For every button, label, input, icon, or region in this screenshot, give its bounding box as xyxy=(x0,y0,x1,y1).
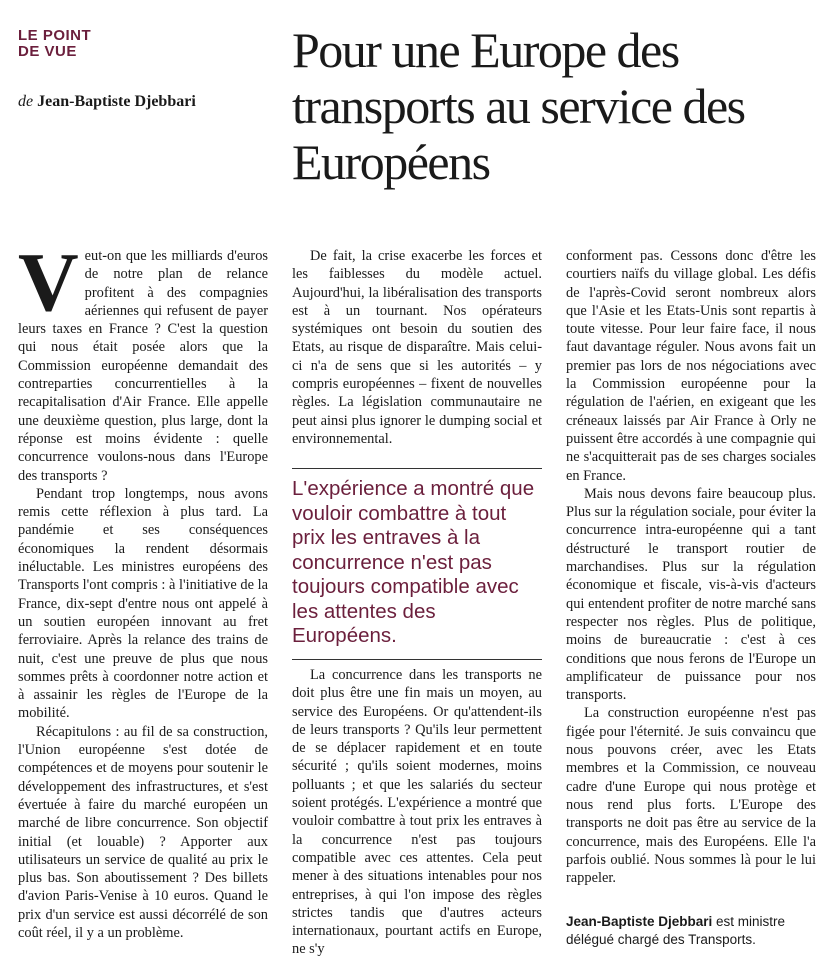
paragraph-text: eut-on que les milliards d'euros de notre plan de relance profitent à des compagnies aériennes qui refusent de payer leurs taxes en France ? C'est la question qui nous était posée alors que la Commission européenne demandait des contreparties concurrentielles à la recapitalisation d'Air France. Elle appelle une deuxième question, plus large, dont la réponse est moins évidente : quelle concurrence voulons-nous dans l'Europe des transports ? xyxy=(18,248,268,484)
kicker-line-2: DE VUE xyxy=(18,43,77,60)
column-2-top xyxy=(292,247,542,448)
drop-cap: V xyxy=(18,236,79,329)
author-bio xyxy=(566,913,816,949)
byline xyxy=(18,93,196,111)
paragraph xyxy=(18,236,268,485)
byline-author: Jean-Baptiste Djebbari xyxy=(37,93,196,110)
column-3 xyxy=(566,247,816,887)
column-1 xyxy=(18,236,268,942)
bio-name: Jean-Baptiste Djebbari xyxy=(566,914,713,929)
column-2-bottom xyxy=(292,666,542,959)
paragraph: Mais nous devons faire beaucoup plus. Plus sur la régulation sociale, pour éviter la concurrence intra-européenne qui a tant déstructuré le transport routier de marchandises. Plus sur la régulation économique et fiscale, vis-à-vis d'acteurs qui entendent profiter de notre marché sans respecter nos règles. Plus de politique, moins de bureaucratie : c'est à ces conditions que nous ferons de l'Europe un amplificateur de puissance pour nos transports. xyxy=(566,485,816,704)
bio-text: est ministre délégué chargé des Transports. xyxy=(566,914,786,947)
section-kicker xyxy=(18,28,91,60)
pull-quote: L'expérience a montré que vouloir combattre à tout prix les entraves à la concurrence n'est pas toujours compatible avec les attentes des Européens. xyxy=(292,468,542,660)
headline: Pour une Europe des transports au service des Européens xyxy=(292,22,745,190)
paragraph: conforment pas. Cessons donc d'être les courtiers naïfs du village global. Les défis de l'après-Covid seront nombreux alors que l'Asie et les Etats-Unis sont repartis à toute vitesse. Pour leur faire face, il nous faut davantage réguler. Nous avons fait un premier pas lors de nos négociations avec la Commission européenne pour la régulation de l'aérien, en exigeant que les créneaux laissés par Air France à Orly ne puissent être accordés à une compagnie qui ne s'acquitterait pas de ses charges sociales en France. xyxy=(566,248,816,484)
paragraph: La concurrence dans les transports ne doit plus être une fin mais un moyen, au service des Européens. Or qu'attendent-ils de leurs transports ? Qu'ils leur permettent de se déplacer rapidement et en toute sécurité ; qu'ils soient modernes, moins polluants ; et que les salariés du secteur soient protégés. L'expérience a montré que vouloir combattre à tout prix les entraves à la concurrence n'est pas toujours compatible avec ces attentes. Cela peut mener à des situations intenables pour nos entreprises, à qui l'on impose des règles strictes tandis que d'autres acteurs internationaux, pourtant actifs en Europe, ne s'y xyxy=(292,667,542,958)
kicker-line-1: LE POINT xyxy=(18,27,92,44)
paragraph: Récapitulons : au fil de sa construction, l'Union européenne s'est dotée de compétences et de moyens pour soutenir le développement des infrastructures, et s'est évertuée à faire du marché européen un marché de libre concurrence. Son objectif initial (et louable) ? Apporter aux utilisateurs un service de qualité au prix le plus bas. Son aboutissement ? Des billets d'avion Paris-Venise à 10 euros. Quand le prix d'un service est aussi décorrélé de son coût réel, il y a un problème. xyxy=(18,723,268,941)
paragraph: De fait, la crise exacerbe les forces et les faiblesses du modèle actuel. Aujourd'hui, la libéralisation des transports est à un tournant. Nos opérateurs systémiques ont besoin du soutien des Etats, au risque de disparaître. Mais celui-ci n'a de sens que si les autorités – y compris européennes – fixent de nouvelles règles. La législation communautaire ne peut ainsi plus ignorer le dumping social et environnemental. xyxy=(292,248,542,447)
paragraph: Pendant trop longtemps, nous avons remis cette réflexion à plus tard. La pandémie et ses conséquences économiques la rendent désormais inéluctable. Les ministres européens des Transports l'ont compris : à l'initiative de la France, dix-sept d'entre nous ont appelé à un soutien européen innovant au fret ferroviaire. Après la relance des trains de nuit, c'est une preuve de plus que nous sommes prêts à coordonner notre action et à assainir les règles de l'Europe de la mobilité. xyxy=(18,485,268,722)
paragraph: La construction européenne n'est pas figée pour l'éternité. Je suis convaincu que nous pouvons créer, avec les Etats membres et la Commission, ce nouveau cadre d'une Europe qui nous protège et nous rend plus forts. L'Europe des transports ne doit pas être au service de la concurrence, mais des Européens. Elle l'a parfois oublié. Nous sommes là pour le lui rappeler. xyxy=(566,705,816,887)
byline-prefix: de xyxy=(18,93,34,110)
